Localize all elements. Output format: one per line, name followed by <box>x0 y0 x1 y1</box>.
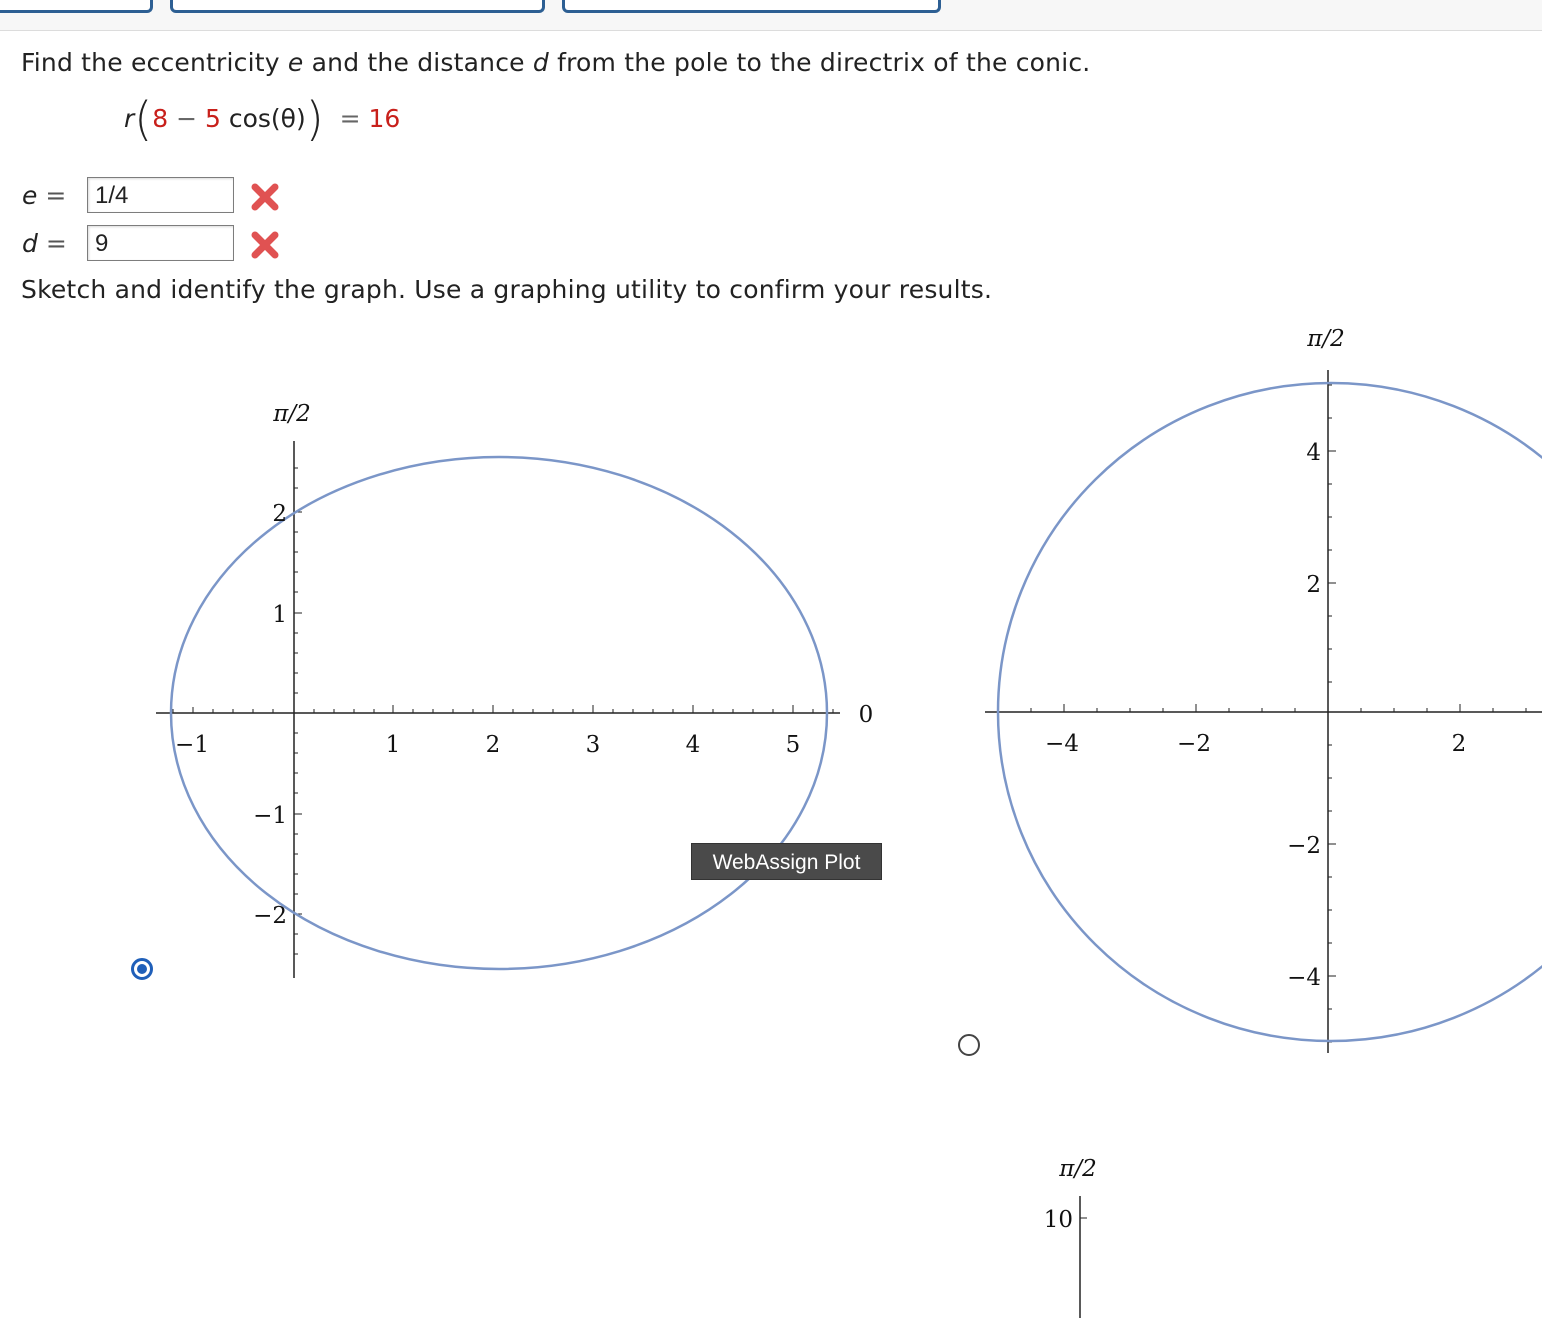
plot2-x-tick-label: −4 <box>1045 731 1079 757</box>
plot2-x-tick-label: −2 <box>1177 731 1211 757</box>
label-var: e <box>22 181 38 210</box>
plot-2[interactable] <box>985 326 1542 1053</box>
eccentricity-input[interactable]: 1/4 <box>87 177 234 213</box>
plot3-pi-label: π/2 <box>1059 1156 1097 1182</box>
plot1-x-tick-label: 5 <box>785 732 801 758</box>
prompt-text-3: from the pole to the directrix of the conic. <box>548 48 1091 77</box>
plot-1[interactable] <box>156 401 873 978</box>
sketch-prompt: Sketch and identify the graph. Use a graphing utility to confirm your results. <box>21 275 993 304</box>
plot1-y-minor-ticks <box>294 468 302 954</box>
right-paren: ) <box>305 92 324 146</box>
plot2-x-minor-ticks <box>1031 704 1526 712</box>
plot2-y-tick-label: −4 <box>1287 965 1321 991</box>
equation-constant: 8 <box>152 104 169 133</box>
equation-trig: cos(θ) <box>220 104 306 133</box>
webassign-plot-tooltip: WebAssign Plot <box>691 843 882 880</box>
plot2-x-tick-label: 2 <box>1451 731 1467 757</box>
left-paren: ( <box>134 92 153 146</box>
plot1-x-tick-label: −1 <box>175 732 209 758</box>
plot1-y-tick-label: −1 <box>253 803 287 829</box>
plot1-y-tick-label: −2 <box>253 903 287 929</box>
equation-rhs: 16 <box>368 104 401 133</box>
plot1-x-tick-label: 1 <box>385 732 401 758</box>
plot2-y-tick-label: −2 <box>1287 833 1321 859</box>
plot1-y-tick-label: 1 <box>272 602 287 628</box>
plot2-y-minor-ticks <box>1328 385 1336 1042</box>
label-eq: = <box>45 181 67 210</box>
equation-coefficient: 5 <box>205 104 221 133</box>
plot1-zero-label: 0 <box>858 702 874 728</box>
prompt-text-1: Find the eccentricity <box>21 48 288 77</box>
plot2-y-tick-label: 4 <box>1306 440 1321 466</box>
directrix-distance-input[interactable]: 9 <box>87 225 234 261</box>
plot1-y-tick-label: 2 <box>272 501 287 527</box>
plot-3[interactable] <box>1044 1156 1097 1318</box>
equation-minus: − <box>176 104 198 133</box>
prompt-var-d: d <box>532 48 549 77</box>
equation-equals: = <box>339 104 361 133</box>
prompt-text-2: and the distance <box>303 48 533 77</box>
prompt-var-e: e <box>287 48 304 77</box>
label-var: d <box>22 229 38 258</box>
label-eq: = <box>45 229 67 258</box>
plot3-y-tick-label: 10 <box>1043 1207 1073 1233</box>
plot1-x-tick-label: 4 <box>685 732 701 758</box>
plot1-x-tick-label: 3 <box>585 732 601 758</box>
plot-2-radio[interactable] <box>958 1034 980 1056</box>
equation-r: r <box>124 104 135 133</box>
plot2-y-tick-label: 2 <box>1306 572 1321 598</box>
plot2-pi-label: π/2 <box>1307 326 1345 352</box>
plot1-x-tick-label: 2 <box>485 732 501 758</box>
plot-1-radio-selected[interactable] <box>131 958 153 980</box>
plot1-pi-label: π/2 <box>273 401 311 427</box>
plot1-x-minor-ticks <box>173 705 833 713</box>
